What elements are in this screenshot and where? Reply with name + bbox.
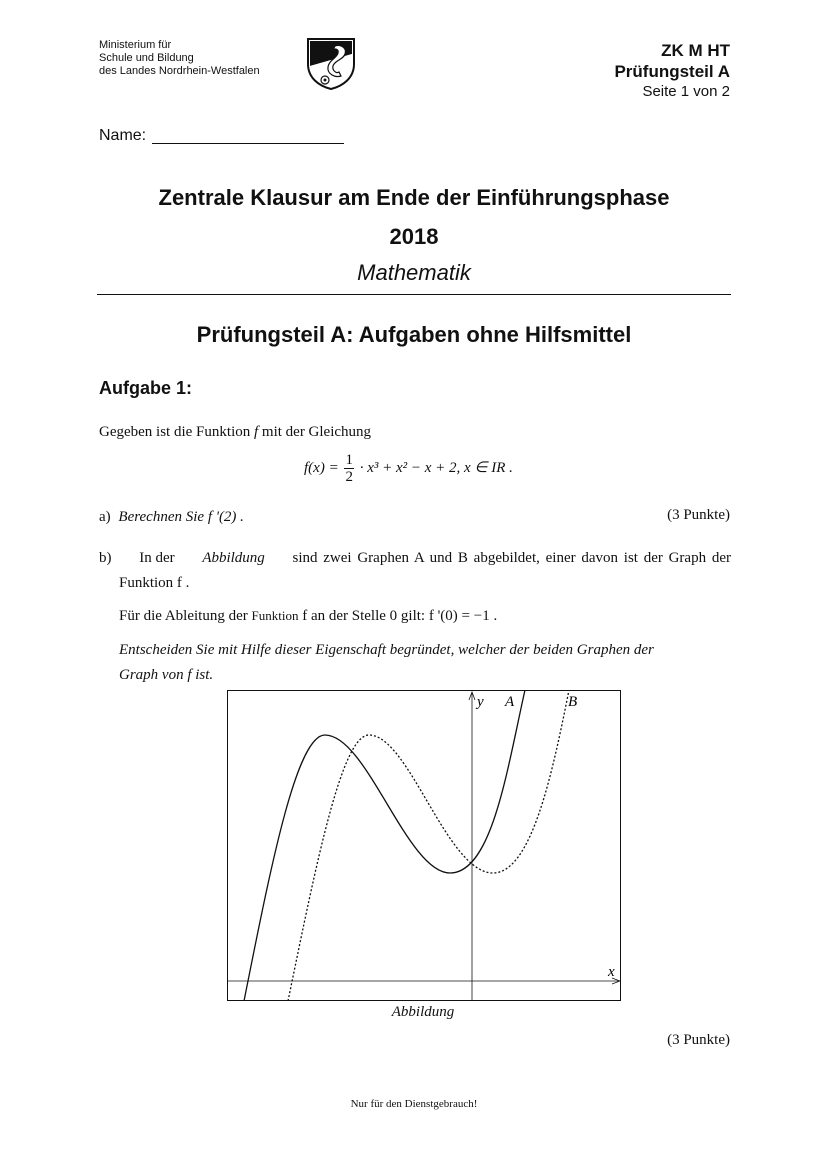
ministry-name bbox=[99, 39, 260, 78]
exam-subject: Mathematik bbox=[357, 260, 471, 285]
figure-frame bbox=[228, 691, 621, 1001]
fraction-denominator: 2 bbox=[345, 469, 353, 485]
graph-figure bbox=[227, 690, 621, 1001]
page-number: Seite 1 von 2 bbox=[642, 83, 730, 100]
intro-prefix: Gegeben ist die Funktion bbox=[99, 424, 251, 440]
y-axis-label: y bbox=[477, 694, 484, 710]
title-divider bbox=[97, 294, 731, 295]
part-b-line-3 bbox=[119, 606, 497, 626]
intro-var: f bbox=[253, 424, 259, 440]
part-b-abbildung: Abbildung bbox=[202, 550, 265, 566]
part-b-line1-rest: sind zwei Graphen A und B abgebildet, einer davon ist der Graph der bbox=[292, 550, 731, 566]
coat-of-arms-logo bbox=[305, 36, 357, 90]
graph-a-label: A bbox=[505, 694, 515, 710]
ministry-line-3: des Landes Nordrhein-Westfalen bbox=[99, 65, 260, 77]
part-b-line-1 bbox=[99, 548, 731, 568]
exam-title: Zentrale Klausur am Ende der Einführungsphase bbox=[158, 185, 670, 210]
exam-year: 2018 bbox=[389, 224, 439, 249]
part-a-marker: a) bbox=[99, 509, 111, 525]
part-a-expr: f '(2) . bbox=[207, 509, 244, 525]
formula-lhs: f(x) = bbox=[304, 459, 339, 476]
graph-a-curve bbox=[244, 690, 525, 1001]
graph-b-curve bbox=[288, 690, 569, 1001]
figure-caption: Abbildung bbox=[391, 1004, 455, 1020]
x-axis-label: x bbox=[608, 964, 615, 980]
part-b-points: (3 Punkte) bbox=[667, 1032, 730, 1048]
part-b-pre: In der bbox=[139, 550, 175, 566]
part-b-line-5: Graph von f ist. bbox=[119, 667, 214, 683]
intro-suffix: mit der Gleichung bbox=[261, 424, 372, 440]
graph-b-label: B bbox=[568, 694, 578, 710]
task-intro bbox=[99, 422, 371, 442]
exam-code: ZK M HT bbox=[661, 41, 730, 60]
name-field[interactable] bbox=[152, 143, 344, 144]
part-a-points: (3 Punkte) bbox=[667, 507, 730, 523]
exam-part: Prüfungsteil A bbox=[614, 62, 730, 81]
part-b-marker: b) bbox=[99, 550, 112, 566]
part-b-line3-post: f an der Stelle 0 gilt: f '(0) = −1 . bbox=[302, 608, 498, 624]
header-meta bbox=[614, 40, 730, 101]
part-b-line-2: Funktion f . bbox=[119, 575, 190, 591]
ministry-line-2: Schule und Bildung bbox=[99, 52, 194, 64]
name-label: Name: bbox=[99, 127, 147, 144]
part-a bbox=[99, 507, 244, 527]
formula-fraction bbox=[344, 452, 354, 485]
fraction-numerator: 1 bbox=[345, 452, 353, 468]
ministry-line-1: Ministerium für bbox=[99, 39, 172, 51]
part-a-text: Berechnen Sie bbox=[118, 509, 205, 525]
function-equation bbox=[304, 452, 513, 485]
task-heading: Aufgabe 1: bbox=[99, 378, 193, 398]
formula-rhs: · x³ + x² − x + 2, x ∈ IR . bbox=[359, 459, 513, 476]
part-b-line3-small: Funktion bbox=[251, 608, 299, 623]
part-b-line-4: Entscheiden Sie mit Hilfe dieser Eigenschaft begründet, welcher der beiden Graphen der bbox=[119, 642, 654, 658]
part-b-line3-pre: Für die Ableitung der bbox=[119, 608, 248, 624]
footer-note: Nur für den Dienstgebrauch! bbox=[350, 1098, 478, 1110]
section-title: Prüfungsteil A: Aufgaben ohne Hilfsmittel bbox=[196, 322, 632, 347]
